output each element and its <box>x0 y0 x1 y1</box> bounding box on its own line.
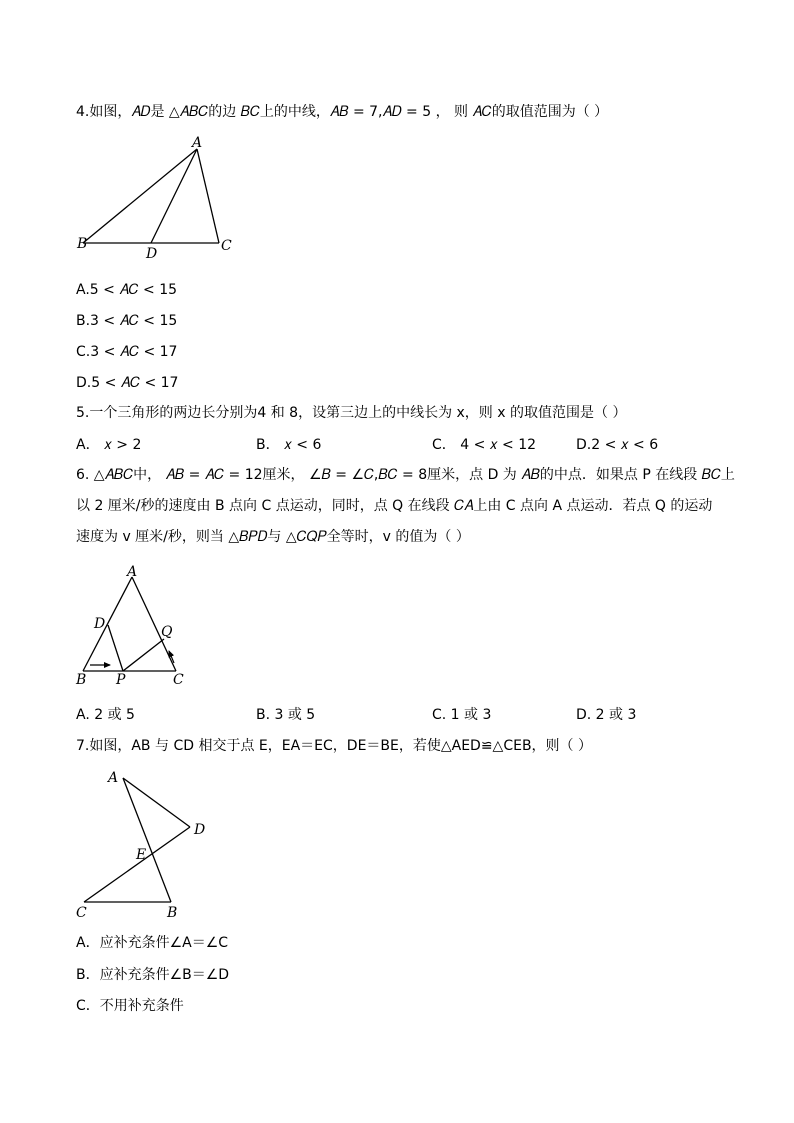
q6-segment-ab <box>83 577 132 671</box>
q6-option-a: A. 2 或 5 <box>76 707 135 723</box>
q6-label-a: A <box>127 564 138 580</box>
q4-label-c: C <box>221 238 232 254</box>
q7-segment-cd <box>84 827 190 902</box>
q7-figure <box>70 764 220 928</box>
q6-stem-line-1: 6. △𝐴𝐵𝐶中， 𝐴𝐵 = 𝐴𝐶 = 12厘米， ∠𝐵 = ∠𝐶,𝐵𝐶 = 8厘米，点 D 为 𝐴𝐵的中点．如果点 P 在线段 𝐵𝐶上 <box>76 467 735 483</box>
q6-label-p: P <box>116 672 126 688</box>
q6-segment-pq <box>123 639 164 671</box>
q7-label-b: B <box>167 905 178 921</box>
q6-option-b: B. 3 或 5 <box>256 707 316 723</box>
q6-label-q: Q <box>161 624 173 640</box>
q7-option-c: C．不用补充条件 <box>76 998 184 1014</box>
q4-segment-ac <box>197 149 219 243</box>
q4-label-a: A <box>192 135 203 151</box>
q7-stem: 7.如图，AB 与 CD 相交于点 E，EA＝EC，DE＝BE，若使△AED≌△CEB，则（ ） <box>76 738 593 754</box>
q6-stem-line-3: 速度为 v 厘米/秒，则当 △𝐵𝑃𝐷与 △𝐶𝑄𝑃全等时，v 的值为（ ） <box>76 529 470 545</box>
q6-label-b: B <box>76 672 87 688</box>
q7-segment-ab <box>123 778 171 902</box>
q4-triangle-figure <box>70 132 250 268</box>
q6-stem-line-2: 以 2 厘米/秒的速度由 B 点向 C 点运动，同时，点 Q 在线段 𝐶𝐴上由 C 点向 A 点运动．若点 Q 的运动 <box>76 498 713 514</box>
q7-label-e: E <box>136 847 147 863</box>
q6-label-c: C <box>173 672 184 688</box>
q7-option-b: B．应补充条件∠B＝∠D <box>76 967 230 983</box>
q5-option-b: B． 𝑥 < 6 <box>256 437 322 453</box>
q4-option-c: C.3 < 𝐴𝐶 < 17 <box>76 344 178 360</box>
q6-option-c: C. 1 或 3 <box>432 707 492 723</box>
q5-option-c: C． 4 < 𝑥 < 12 <box>432 437 537 453</box>
q4-label-b: B <box>77 236 88 252</box>
q4-segment-ab <box>83 149 197 243</box>
q6-option-d: D. 2 或 3 <box>576 707 637 723</box>
q4-stem: 4.如图，𝐴𝐷是 △𝐴𝐵𝐶的边 𝐵𝐶上的中线，𝐴𝐵 = 7,𝐴𝐷 = 5 ， 则 𝐴𝐶的取值范围为（ ） <box>76 104 609 120</box>
q4-label-d: D <box>146 246 158 262</box>
q7-option-a: A．应补充条件∠A＝∠C <box>76 935 229 951</box>
q5-stem: 5.一个三角形的两边长分别为4 和 8，设第三边上的中线长为 x，则 x 的取值范围是（ ） <box>76 405 627 421</box>
q6-triangle-figure <box>70 560 200 696</box>
q6-label-d: D <box>94 616 106 632</box>
q4-option-b: B.3 < 𝐴𝐶 < 15 <box>76 313 178 329</box>
q5-option-d: D.2 < 𝑥 < 6 <box>576 437 659 453</box>
q7-label-c: C <box>76 905 87 921</box>
q7-label-d: D <box>194 822 206 838</box>
q4-segment-ad <box>151 149 197 243</box>
q7-label-a: A <box>108 770 119 786</box>
q5-option-a: A． 𝑥 > 2 <box>76 437 142 453</box>
q6-segment-dp <box>108 625 123 671</box>
q4-option-a: A.5 < 𝐴𝐶 < 15 <box>76 282 178 298</box>
q4-option-d: D.5 < 𝐴𝐶 < 17 <box>76 375 179 391</box>
